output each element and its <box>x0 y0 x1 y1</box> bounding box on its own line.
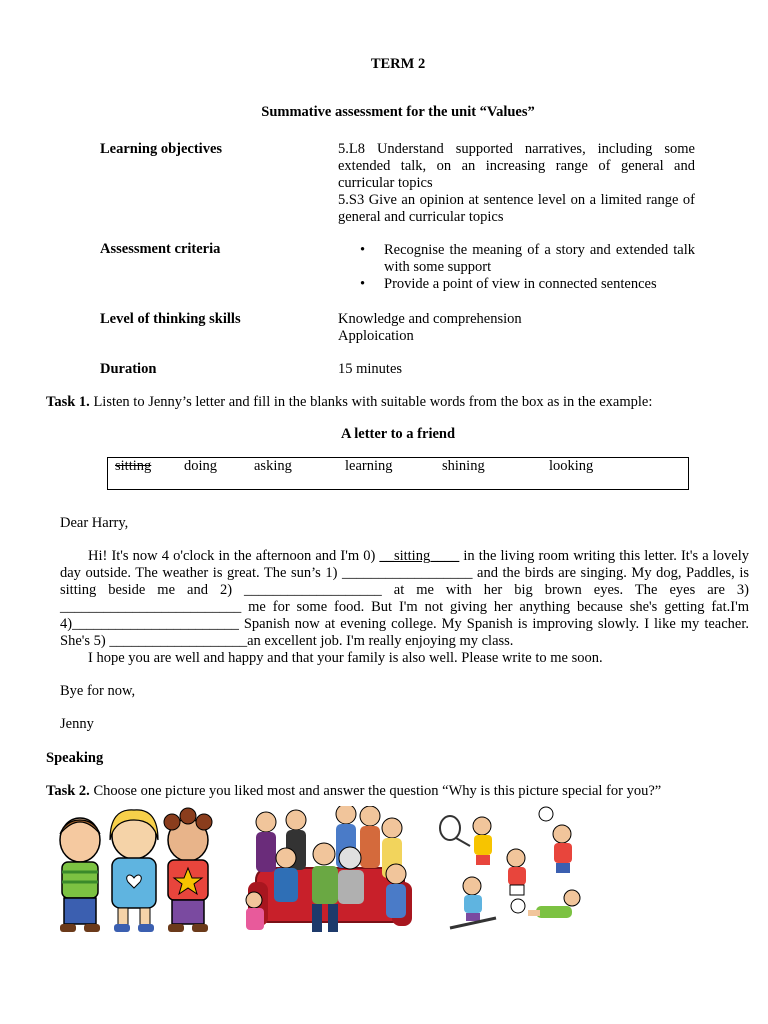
duration-label: Duration <box>100 361 157 377</box>
task2-label: Task 2. <box>46 783 90 799</box>
word-option: asking <box>254 458 292 474</box>
sports-kids-picture <box>436 806 596 938</box>
criteria-label: Assessment criteria <box>100 241 221 257</box>
term-heading: TERM 2 <box>370 56 426 72</box>
letter-p1-start: Hi! It's now 4 o'clock in the afternoon and I'm 0) <box>88 548 380 564</box>
duration-value: 15 minutes <box>338 361 403 377</box>
task2-instruction <box>46 783 746 800</box>
word-option: shining <box>442 458 485 474</box>
example-answer: __sitting____ <box>379 548 460 564</box>
objective-1: 5.L8 Understand supported narratives, including some extended talk, on an increasing range of general and curricular topics <box>338 141 695 191</box>
thinking-skills-label: Level of thinking skills <box>100 311 241 327</box>
letter-closing: Bye for now, <box>60 683 136 699</box>
thinking-skill-2: Apploication <box>338 328 414 344</box>
children-picture <box>50 806 220 938</box>
letter-paragraph-2: I hope you are well and happy and that your family is also well. Please write to me soon. <box>88 650 603 666</box>
task1-text: Listen to Jenny’s letter and fill in the blanks with suitable words from the box as in the example: <box>89 394 653 410</box>
word-option: looking <box>549 458 594 474</box>
task2-text: Choose one picture you liked most and answer the question “Why is this picture special for you?” <box>89 783 662 799</box>
criteria-item-1: • Recognise the meaning of a story and extended talk with some support <box>338 242 695 276</box>
thinking-skills-value <box>338 311 695 345</box>
objective-2: 5.S3 Give an opinion at sentence level on a limited range of general and curricular topics <box>338 192 695 225</box>
thinking-skill-1: Knowledge and comprehension <box>338 311 522 327</box>
letter-greeting: Dear Harry, <box>60 515 129 531</box>
letter-paragraph-1 <box>60 548 749 650</box>
word-option: doing <box>184 458 218 474</box>
assessment-title: Summative assessment for the unit “Values” <box>261 104 535 120</box>
family-picture <box>226 806 434 938</box>
speaking-heading: Speaking <box>46 750 104 766</box>
word-example: sitting <box>115 458 152 474</box>
letter-p1-rest: in the living room writing this letter. It's a lovely day outside. The weather is great. The sun’s 1) __________________ and the birds are singing. My dog, Paddles, is sitting beside me and 2) ___________________ at me with her big brown eyes. The eyes are 3) _________________________ me for some food. But I'm not giving her anything because she's getting fat.I'm 4)_______________________ Spanish now at evening college. My Spanish is improving slowly. I like my teacher. She's 5) ___________________an excellent job. I'm really enjoying my class. <box>60 548 749 649</box>
task1-label: Task 1. <box>46 394 90 410</box>
word-box <box>107 457 689 490</box>
objectives-label: Learning objectives <box>100 141 223 157</box>
criteria-item-2: • Provide a point of view in connected sentences <box>338 276 695 293</box>
criteria-list <box>338 242 695 293</box>
letter-title: A letter to a friend <box>340 426 456 442</box>
task1-instruction <box>46 394 746 411</box>
word-option: learning <box>345 458 393 474</box>
objectives-value <box>338 141 695 226</box>
letter-signature: Jenny <box>60 716 94 732</box>
